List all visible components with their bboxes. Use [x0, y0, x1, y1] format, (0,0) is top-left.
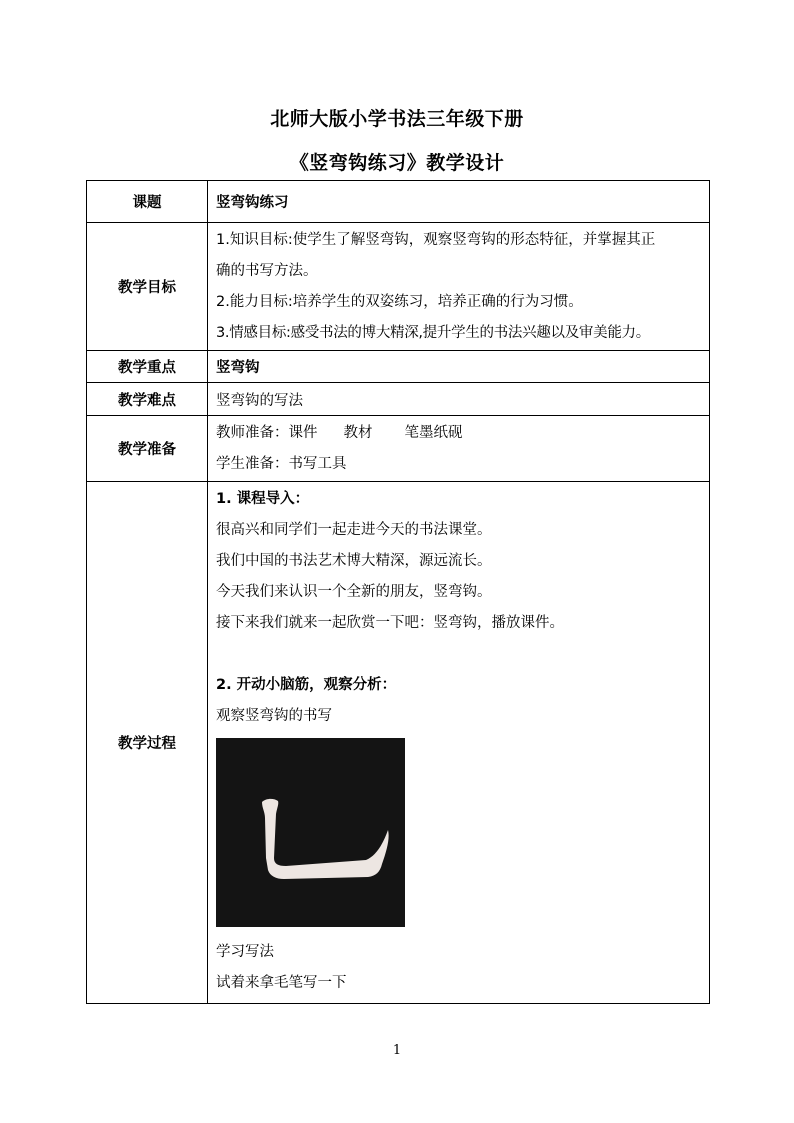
prep-teacher-item-textbook: 教材 [343, 424, 373, 441]
document-title: 北师大版小学书法三年级下册 [270, 108, 524, 130]
row-topic [87, 181, 710, 223]
label-goals: 教学目标 [87, 223, 208, 351]
goal-line-3: 2.能力目标:培养学生的双姿练习，培养正确的行为习惯。 [216, 293, 583, 310]
value-difficulty: 竖弯钩的写法 [208, 383, 710, 416]
label-key: 教学重点 [87, 351, 208, 383]
lesson-plan-table [86, 180, 710, 1004]
goal-line-4: 3.情感目标:感受书法的博大精深,提升学生的书法兴趣以及审美能力。 [216, 324, 650, 341]
goal-line-1: 1.知识目标:使学生了解竖弯钩，观察竖弯钩的形态特征，并掌握其正 [216, 231, 656, 248]
value-goals [208, 223, 710, 351]
prep-teacher-prefix: 教师准备：课件 [216, 424, 318, 441]
section-2-line-1: 观察竖弯钩的书写 [216, 708, 332, 724]
row-difficulty [87, 383, 710, 416]
section-2-heading: 2. 开动小脑筋，观察分析： [216, 677, 397, 693]
section-1-line-3: 今天我们来认识一个全新的朋友，竖弯钩。 [216, 584, 492, 600]
section-1-line-2: 我们中国的书法艺术博大精深，源远流长。 [216, 553, 492, 569]
section-1-heading: 1. 课程导入： [216, 491, 310, 507]
value-key: 竖弯钩 [208, 351, 710, 383]
prep-teacher-item-brush: 笔墨纸砚 [404, 424, 463, 441]
row-goals [87, 223, 710, 351]
goal-line-2: 确的书写方法。 [216, 262, 318, 279]
vertical-bend-hook-stroke [216, 738, 405, 927]
section-2-line-3: 试着来拿毛笔写一下 [216, 975, 347, 991]
blank-line [216, 639, 703, 670]
label-prep: 教学准备 [87, 416, 208, 482]
label-difficulty: 教学难点 [87, 383, 208, 416]
section-1-line-4: 接下来我们就来一起欣赏一下吧：竖弯钩，播放课件。 [216, 615, 564, 631]
document-subtitle: 《竖弯钩练习》教学设计 [289, 152, 505, 174]
label-process: 教学过程 [87, 482, 208, 1004]
page-number: 1 [392, 1043, 402, 1058]
section-2-line-2: 学习写法 [216, 944, 274, 960]
label-topic: 课题 [87, 181, 208, 223]
section-1-line-1: 很高兴和同学们一起走进今天的书法课堂。 [216, 522, 492, 538]
row-prep [87, 416, 710, 482]
calligraphy-stroke-image [216, 738, 405, 927]
row-process [87, 482, 710, 1004]
value-topic: 竖弯钩练习 [208, 181, 710, 223]
value-prep [208, 416, 710, 482]
row-key [87, 351, 710, 383]
value-process [208, 482, 710, 1004]
prep-student-line: 学生准备：书写工具 [216, 455, 347, 472]
prep-teacher-line [216, 418, 703, 449]
